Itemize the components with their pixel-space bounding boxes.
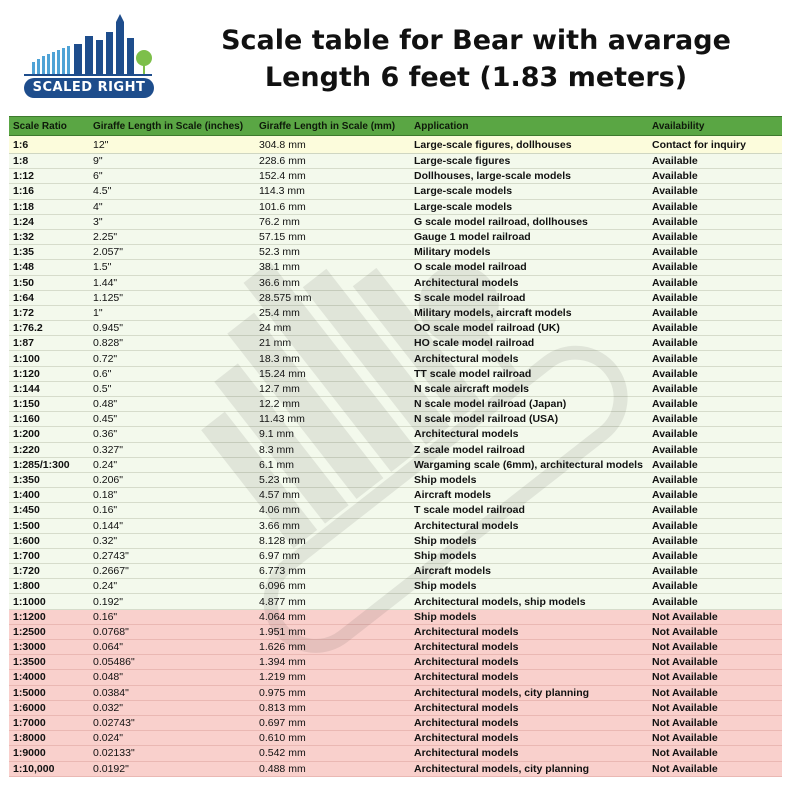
cell-application: Architectural models bbox=[410, 518, 648, 533]
cell-application: N scale model railroad (Japan) bbox=[410, 397, 648, 412]
cell-length-inches: 9" bbox=[89, 154, 255, 169]
cell-application: Architectural models bbox=[410, 624, 648, 639]
cell-application: Wargaming scale (6mm), architectural models bbox=[410, 457, 648, 472]
cell-length-mm: 4.57 mm bbox=[255, 488, 410, 503]
cell-length-inches: 0.6" bbox=[89, 366, 255, 381]
cell-length-mm: 4.06 mm bbox=[255, 503, 410, 518]
table-row bbox=[9, 442, 782, 457]
logo-text: SCALED RIGHT bbox=[24, 78, 154, 98]
cell-scale-ratio: 1:50 bbox=[9, 275, 89, 290]
table-row bbox=[9, 488, 782, 503]
cell-scale-ratio: 1:800 bbox=[9, 579, 89, 594]
cell-length-inches: 0.72" bbox=[89, 351, 255, 366]
cell-length-inches: 2.25" bbox=[89, 229, 255, 244]
cell-length-mm: 8.128 mm bbox=[255, 533, 410, 548]
cell-scale-ratio: 1:10,000 bbox=[9, 761, 89, 776]
cell-length-inches: 12" bbox=[89, 136, 255, 154]
table-row bbox=[9, 670, 782, 685]
cell-length-mm: 76.2 mm bbox=[255, 214, 410, 229]
cell-length-mm: 6.773 mm bbox=[255, 564, 410, 579]
table-row bbox=[9, 518, 782, 533]
cell-scale-ratio: 1:160 bbox=[9, 412, 89, 427]
table-row bbox=[9, 290, 782, 305]
cell-scale-ratio: 1:2500 bbox=[9, 624, 89, 639]
cell-application: Architectural models bbox=[410, 640, 648, 655]
cell-scale-ratio: 1:220 bbox=[9, 442, 89, 457]
table-row bbox=[9, 564, 782, 579]
cell-scale-ratio: 1:100 bbox=[9, 351, 89, 366]
cell-scale-ratio: 1:450 bbox=[9, 503, 89, 518]
cell-length-inches: 0.327" bbox=[89, 442, 255, 457]
scale-table bbox=[9, 116, 782, 777]
header-application: Application bbox=[410, 117, 648, 136]
cell-length-inches: 0.24" bbox=[89, 579, 255, 594]
cell-length-mm: 6.096 mm bbox=[255, 579, 410, 594]
table-row bbox=[9, 594, 782, 609]
cell-length-mm: 5.23 mm bbox=[255, 472, 410, 487]
scale-table-container bbox=[9, 116, 782, 777]
cell-availability: Available bbox=[648, 548, 782, 563]
table-row bbox=[9, 245, 782, 260]
cell-application: Ship models bbox=[410, 579, 648, 594]
cell-scale-ratio: 1:120 bbox=[9, 366, 89, 381]
cell-length-mm: 0.488 mm bbox=[255, 761, 410, 776]
cell-length-inches: 0.945" bbox=[89, 321, 255, 336]
cell-length-inches: 0.192" bbox=[89, 594, 255, 609]
cell-length-inches: 0.5" bbox=[89, 381, 255, 396]
cell-scale-ratio: 1:16 bbox=[9, 184, 89, 199]
cell-availability: Available bbox=[648, 472, 782, 487]
table-row bbox=[9, 184, 782, 199]
cell-availability: Not Available bbox=[648, 700, 782, 715]
cell-scale-ratio: 1:350 bbox=[9, 472, 89, 487]
title-line-2: Length 6 feet (1.83 meters) bbox=[264, 62, 688, 93]
cell-application: S scale model railroad bbox=[410, 290, 648, 305]
cell-length-inches: 0.024" bbox=[89, 731, 255, 746]
cell-scale-ratio: 1:500 bbox=[9, 518, 89, 533]
cell-availability: Available bbox=[648, 412, 782, 427]
cell-length-mm: 12.2 mm bbox=[255, 397, 410, 412]
cell-scale-ratio: 1:24 bbox=[9, 214, 89, 229]
table-row bbox=[9, 548, 782, 563]
table-row bbox=[9, 305, 782, 320]
cell-length-mm: 21 mm bbox=[255, 336, 410, 351]
cell-length-inches: 3" bbox=[89, 214, 255, 229]
brand-logo bbox=[10, 14, 158, 102]
table-row bbox=[9, 397, 782, 412]
cell-length-mm: 1.219 mm bbox=[255, 670, 410, 685]
cell-availability: Not Available bbox=[648, 655, 782, 670]
cell-length-inches: 0.02743" bbox=[89, 715, 255, 730]
cell-availability: Available bbox=[648, 457, 782, 472]
cell-application: Architectural models, city planning bbox=[410, 761, 648, 776]
cell-scale-ratio: 1:150 bbox=[9, 397, 89, 412]
cell-length-mm: 0.697 mm bbox=[255, 715, 410, 730]
cell-length-inches: 0.2667" bbox=[89, 564, 255, 579]
cell-availability: Available bbox=[648, 290, 782, 305]
table-row bbox=[9, 503, 782, 518]
cell-length-inches: 0.24" bbox=[89, 457, 255, 472]
header-availability: Availability bbox=[648, 117, 782, 136]
table-row bbox=[9, 685, 782, 700]
cell-scale-ratio: 1:1000 bbox=[9, 594, 89, 609]
cell-availability: Available bbox=[648, 245, 782, 260]
cell-availability: Available bbox=[648, 397, 782, 412]
cell-availability: Available bbox=[648, 336, 782, 351]
cell-length-mm: 57.15 mm bbox=[255, 229, 410, 244]
cell-availability: Available bbox=[648, 154, 782, 169]
table-row bbox=[9, 136, 782, 154]
cell-length-inches: 0.206" bbox=[89, 472, 255, 487]
cell-availability: Not Available bbox=[648, 685, 782, 700]
cell-length-mm: 114.3 mm bbox=[255, 184, 410, 199]
cell-scale-ratio: 1:8 bbox=[9, 154, 89, 169]
table-row bbox=[9, 427, 782, 442]
cell-availability: Available bbox=[648, 564, 782, 579]
cell-scale-ratio: 1:7000 bbox=[9, 715, 89, 730]
cell-availability: Not Available bbox=[648, 715, 782, 730]
cell-length-mm: 0.975 mm bbox=[255, 685, 410, 700]
table-row bbox=[9, 731, 782, 746]
cell-length-inches: 0.48" bbox=[89, 397, 255, 412]
table-header-row bbox=[9, 117, 782, 136]
cell-length-mm: 0.813 mm bbox=[255, 700, 410, 715]
cell-availability: Available bbox=[648, 533, 782, 548]
cell-length-inches: 0.828" bbox=[89, 336, 255, 351]
cell-length-inches: 0.45" bbox=[89, 412, 255, 427]
table-row bbox=[9, 715, 782, 730]
header-scale-ratio: Scale Ratio bbox=[9, 117, 89, 136]
cell-availability: Available bbox=[648, 305, 782, 320]
cell-application: Large-scale figures, dollhouses bbox=[410, 136, 648, 154]
cell-length-mm: 3.66 mm bbox=[255, 518, 410, 533]
cell-scale-ratio: 1:285/1:300 bbox=[9, 457, 89, 472]
cell-availability: Available bbox=[648, 381, 782, 396]
cell-application: Aircraft models bbox=[410, 564, 648, 579]
cell-availability: Available bbox=[648, 503, 782, 518]
cell-availability: Available bbox=[648, 427, 782, 442]
city-skyline-icon bbox=[10, 14, 158, 80]
cell-length-mm: 0.610 mm bbox=[255, 731, 410, 746]
cell-length-mm: 9.1 mm bbox=[255, 427, 410, 442]
cell-application: Ship models bbox=[410, 533, 648, 548]
cell-scale-ratio: 1:5000 bbox=[9, 685, 89, 700]
table-row bbox=[9, 746, 782, 761]
cell-length-inches: 4" bbox=[89, 199, 255, 214]
cell-availability: Available bbox=[648, 184, 782, 199]
cell-scale-ratio: 1:700 bbox=[9, 548, 89, 563]
cell-scale-ratio: 1:600 bbox=[9, 533, 89, 548]
cell-length-inches: 6" bbox=[89, 169, 255, 184]
cell-availability: Not Available bbox=[648, 640, 782, 655]
header-length-inches: Giraffe Length in Scale (inches) bbox=[89, 117, 255, 136]
table-row bbox=[9, 624, 782, 639]
cell-application: Ship models bbox=[410, 472, 648, 487]
cell-length-mm: 101.6 mm bbox=[255, 199, 410, 214]
cell-length-mm: 4.064 mm bbox=[255, 609, 410, 624]
cell-application: N scale model railroad (USA) bbox=[410, 412, 648, 427]
cell-application: Architectural models bbox=[410, 746, 648, 761]
cell-application: Military models, aircraft models bbox=[410, 305, 648, 320]
cell-application: Architectural models bbox=[410, 351, 648, 366]
cell-length-mm: 152.4 mm bbox=[255, 169, 410, 184]
cell-application: Gauge 1 model railroad bbox=[410, 229, 648, 244]
table-row bbox=[9, 366, 782, 381]
cell-availability: Available bbox=[648, 214, 782, 229]
table-row bbox=[9, 609, 782, 624]
table-row bbox=[9, 275, 782, 290]
table-row bbox=[9, 472, 782, 487]
cell-scale-ratio: 1:400 bbox=[9, 488, 89, 503]
cell-application: Architectural models bbox=[410, 715, 648, 730]
cell-application: Architectural models bbox=[410, 700, 648, 715]
cell-length-inches: 0.16" bbox=[89, 503, 255, 518]
cell-availability: Contact for inquiry bbox=[648, 136, 782, 154]
title-line-1: Scale table for Bear with avarage bbox=[221, 25, 731, 56]
cell-length-mm: 228.6 mm bbox=[255, 154, 410, 169]
table-row bbox=[9, 351, 782, 366]
cell-scale-ratio: 1:3000 bbox=[9, 640, 89, 655]
cell-scale-ratio: 1:144 bbox=[9, 381, 89, 396]
table-row bbox=[9, 533, 782, 548]
cell-scale-ratio: 1:3500 bbox=[9, 655, 89, 670]
cell-scale-ratio: 1:18 bbox=[9, 199, 89, 214]
table-row bbox=[9, 214, 782, 229]
cell-length-mm: 12.7 mm bbox=[255, 381, 410, 396]
cell-availability: Available bbox=[648, 169, 782, 184]
cell-scale-ratio: 1:8000 bbox=[9, 731, 89, 746]
cell-length-inches: 1.5" bbox=[89, 260, 255, 275]
cell-application: Architectural models bbox=[410, 670, 648, 685]
cell-availability: Available bbox=[648, 488, 782, 503]
cell-application: Large-scale figures bbox=[410, 154, 648, 169]
cell-scale-ratio: 1:87 bbox=[9, 336, 89, 351]
cell-availability: Available bbox=[648, 229, 782, 244]
table-row bbox=[9, 412, 782, 427]
cell-application: TT scale model railroad bbox=[410, 366, 648, 381]
table-row bbox=[9, 640, 782, 655]
cell-length-inches: 0.032" bbox=[89, 700, 255, 715]
page-title bbox=[170, 22, 782, 96]
cell-length-mm: 24 mm bbox=[255, 321, 410, 336]
cell-application: N scale aircraft models bbox=[410, 381, 648, 396]
cell-scale-ratio: 1:1200 bbox=[9, 609, 89, 624]
cell-length-inches: 0.05486" bbox=[89, 655, 255, 670]
cell-availability: Available bbox=[648, 321, 782, 336]
cell-scale-ratio: 1:32 bbox=[9, 229, 89, 244]
cell-availability: Available bbox=[648, 579, 782, 594]
cell-length-mm: 15.24 mm bbox=[255, 366, 410, 381]
cell-length-mm: 52.3 mm bbox=[255, 245, 410, 260]
cell-availability: Not Available bbox=[648, 670, 782, 685]
cell-length-mm: 8.3 mm bbox=[255, 442, 410, 457]
cell-availability: Available bbox=[648, 442, 782, 457]
cell-scale-ratio: 1:35 bbox=[9, 245, 89, 260]
cell-length-inches: 0.36" bbox=[89, 427, 255, 442]
cell-application: Architectural models bbox=[410, 427, 648, 442]
table-row bbox=[9, 761, 782, 776]
cell-length-mm: 0.542 mm bbox=[255, 746, 410, 761]
cell-length-mm: 4.877 mm bbox=[255, 594, 410, 609]
cell-length-mm: 304.8 mm bbox=[255, 136, 410, 154]
cell-scale-ratio: 1:6000 bbox=[9, 700, 89, 715]
cell-application: T scale model railroad bbox=[410, 503, 648, 518]
cell-application: G scale model railroad, dollhouses bbox=[410, 214, 648, 229]
cell-application: Ship models bbox=[410, 548, 648, 563]
cell-length-inches: 2.057" bbox=[89, 245, 255, 260]
table-row bbox=[9, 154, 782, 169]
cell-scale-ratio: 1:6 bbox=[9, 136, 89, 154]
table-row bbox=[9, 321, 782, 336]
cell-length-mm: 28.575 mm bbox=[255, 290, 410, 305]
table-row bbox=[9, 457, 782, 472]
cell-length-inches: 1.44" bbox=[89, 275, 255, 290]
table-row bbox=[9, 169, 782, 184]
cell-length-mm: 1.394 mm bbox=[255, 655, 410, 670]
cell-application: Architectural models bbox=[410, 275, 648, 290]
cell-availability: Available bbox=[648, 518, 782, 533]
cell-length-mm: 1.626 mm bbox=[255, 640, 410, 655]
cell-application: Dollhouses, large-scale models bbox=[410, 169, 648, 184]
cell-application: HO scale model railroad bbox=[410, 336, 648, 351]
cell-scale-ratio: 1:4000 bbox=[9, 670, 89, 685]
cell-length-mm: 25.4 mm bbox=[255, 305, 410, 320]
cell-availability: Not Available bbox=[648, 761, 782, 776]
cell-length-inches: 0.32" bbox=[89, 533, 255, 548]
cell-availability: Available bbox=[648, 260, 782, 275]
cell-length-mm: 1.951 mm bbox=[255, 624, 410, 639]
cell-length-mm: 11.43 mm bbox=[255, 412, 410, 427]
cell-application: Large-scale models bbox=[410, 199, 648, 214]
cell-scale-ratio: 1:48 bbox=[9, 260, 89, 275]
table-row bbox=[9, 260, 782, 275]
cell-length-inches: 0.064" bbox=[89, 640, 255, 655]
cell-application: Military models bbox=[410, 245, 648, 260]
cell-application: OO scale model railroad (UK) bbox=[410, 321, 648, 336]
cell-length-inches: 0.0768" bbox=[89, 624, 255, 639]
cell-length-inches: 4.5" bbox=[89, 184, 255, 199]
table-row bbox=[9, 229, 782, 244]
cell-length-inches: 0.0192" bbox=[89, 761, 255, 776]
cell-scale-ratio: 1:12 bbox=[9, 169, 89, 184]
table-row bbox=[9, 199, 782, 214]
cell-availability: Not Available bbox=[648, 746, 782, 761]
cell-length-mm: 38.1 mm bbox=[255, 260, 410, 275]
cell-application: Architectural models bbox=[410, 731, 648, 746]
cell-availability: Available bbox=[648, 366, 782, 381]
table-row bbox=[9, 655, 782, 670]
cell-length-mm: 18.3 mm bbox=[255, 351, 410, 366]
cell-length-inches: 1.125" bbox=[89, 290, 255, 305]
table-row bbox=[9, 700, 782, 715]
cell-scale-ratio: 1:76.2 bbox=[9, 321, 89, 336]
cell-scale-ratio: 1:720 bbox=[9, 564, 89, 579]
header-length-mm: Giraffe Length in Scale (mm) bbox=[255, 117, 410, 136]
table-row bbox=[9, 381, 782, 396]
cell-availability: Available bbox=[648, 351, 782, 366]
table-row bbox=[9, 579, 782, 594]
cell-length-inches: 0.18" bbox=[89, 488, 255, 503]
cell-application: Z scale model railroad bbox=[410, 442, 648, 457]
cell-application: Architectural models, city planning bbox=[410, 685, 648, 700]
cell-length-inches: 0.144" bbox=[89, 518, 255, 533]
cell-application: Ship models bbox=[410, 609, 648, 624]
cell-availability: Not Available bbox=[648, 731, 782, 746]
cell-length-mm: 6.1 mm bbox=[255, 457, 410, 472]
cell-length-inches: 0.2743" bbox=[89, 548, 255, 563]
cell-length-inches: 0.16" bbox=[89, 609, 255, 624]
cell-scale-ratio: 1:9000 bbox=[9, 746, 89, 761]
cell-scale-ratio: 1:64 bbox=[9, 290, 89, 305]
cell-length-inches: 0.0384" bbox=[89, 685, 255, 700]
table-row bbox=[9, 336, 782, 351]
cell-availability: Available bbox=[648, 594, 782, 609]
cell-availability: Available bbox=[648, 199, 782, 214]
cell-scale-ratio: 1:72 bbox=[9, 305, 89, 320]
cell-length-mm: 6.97 mm bbox=[255, 548, 410, 563]
cell-length-inches: 0.02133" bbox=[89, 746, 255, 761]
cell-length-inches: 0.048" bbox=[89, 670, 255, 685]
cell-availability: Available bbox=[648, 275, 782, 290]
cell-application: Architectural models bbox=[410, 655, 648, 670]
cell-application: Architectural models, ship models bbox=[410, 594, 648, 609]
cell-length-inches: 1" bbox=[89, 305, 255, 320]
cell-availability: Not Available bbox=[648, 624, 782, 639]
cell-application: O scale model railroad bbox=[410, 260, 648, 275]
cell-length-mm: 36.6 mm bbox=[255, 275, 410, 290]
cell-scale-ratio: 1:200 bbox=[9, 427, 89, 442]
cell-application: Large-scale models bbox=[410, 184, 648, 199]
table-body bbox=[9, 136, 782, 777]
cell-availability: Not Available bbox=[648, 609, 782, 624]
cell-application: Aircraft models bbox=[410, 488, 648, 503]
